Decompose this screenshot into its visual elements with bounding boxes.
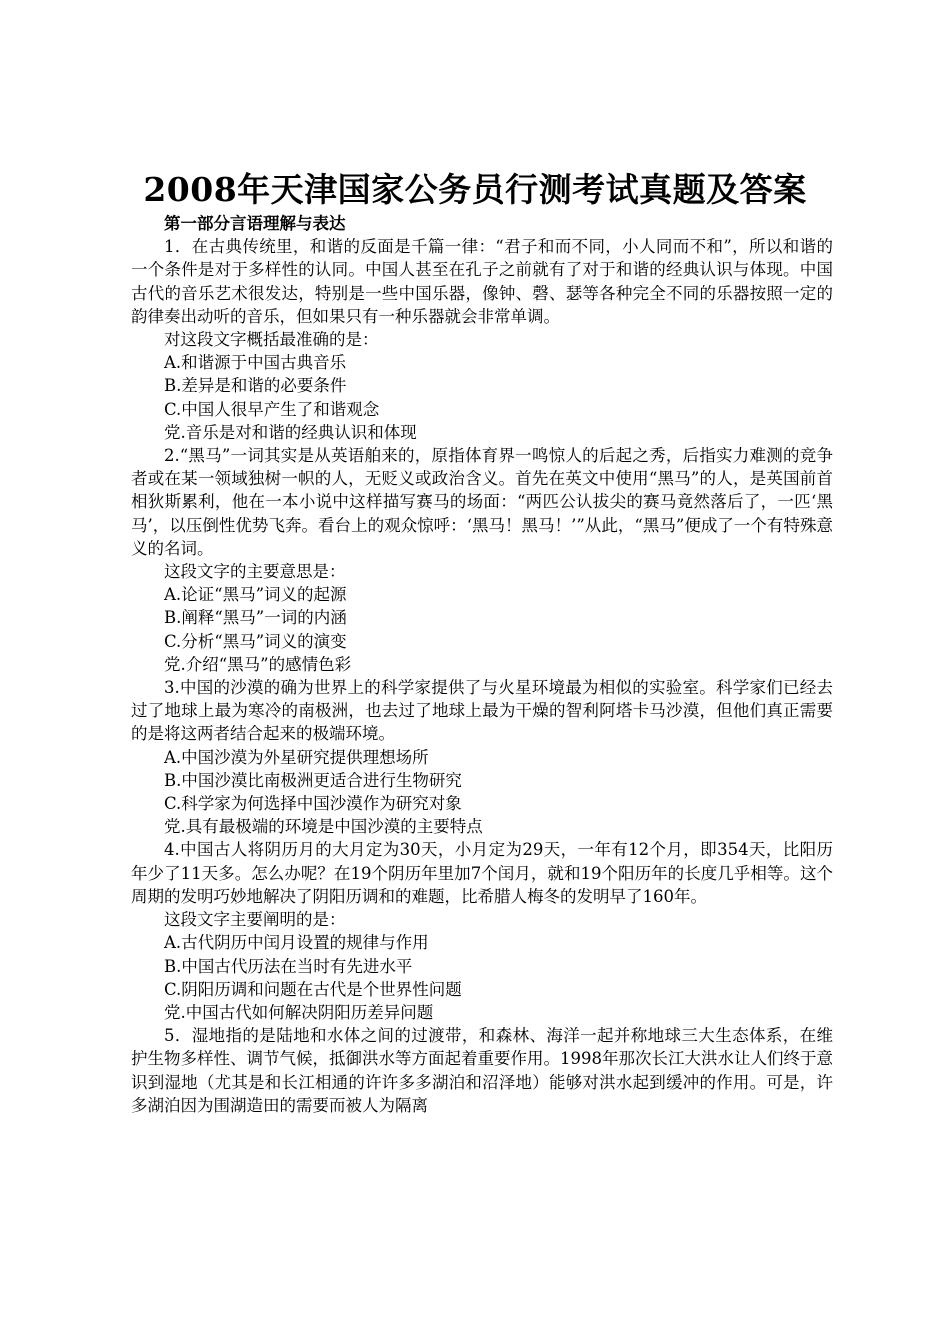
question-3-option-a: A.中国沙漠为外星研究提供理想场所 — [164, 747, 429, 767]
question-3-option-c: C.科学家为何选择中国沙漠作为研究对象 — [164, 794, 462, 814]
question-3-text: 3.中国的沙漠的确为世界上的科学家提供了与火星环境最为相似的实验室。科学家们已经去过了地球上最为寒冷的南极洲，也去过了地球上最为干燥的智利阿塔卡马沙漠，但他们真正需要的是将这两者结合起来的极端环境。 — [131, 678, 833, 744]
question-1-option-b: B.差异是和谐的必要条件 — [164, 376, 347, 396]
question-1-text: 1．在古典传统里，和谐的反面是千篇一律：“君子和而不同，小人同而不和”，所以和谐的一个条件是对于多样性的认同。中国人甚至在孔子之前就有了对于和谐的经典认识与体现。中国古代的音乐艺术很发达，特别是一些中国乐器，像钟、磬、瑟等各种完全不同的乐器按照一定的韵律奏出动听的音乐，但如果只有一种乐器就会非常单调。 — [131, 237, 833, 326]
question-1-option-d: 党.音乐是对和谐的经典认识和体现 — [164, 422, 417, 442]
question-4-prompt: 这段文字主要阐明的是： — [164, 910, 346, 930]
question-4-text: 4.中国古人将阴历月的大月定为30天，小月定为29天，一年有12个月，即354天，比阳历年少了11天多。怎么办呢？在19个阴历年里加7个闰月，就和19个阳历年的长度几乎相等。这个周期的发明巧妙地解决了阴阳历调和的难题，比希腊人梅冬的发明早了160年。 — [131, 840, 833, 906]
question-2-option-d: 党.介绍“黑马”的感情色彩 — [164, 654, 352, 674]
question-5-text: 5．湿地指的是陆地和水体之间的过渡带，和森林、海洋一起并称地球三大生态体系，在维护生物多样性、调节气候，抵御洪水等方面起着重要作用。1998年那次长江大洪水让人们终于意识到湿地（尤其是和长江相通的许许多多湖泊和沼泽地）能够对洪水起到缓冲的作用。可是，许多湖泊因为围湖造田的需要而被人为隔离 — [131, 1026, 833, 1115]
document-body — [131, 212, 833, 1117]
question-4-option-c: C.阴阳历调和问题在古代是个世界性问题 — [164, 979, 462, 999]
question-2-prompt: 这段文字的主要意思是： — [164, 562, 346, 582]
question-1-prompt: 对这段文字概括最准确的是： — [164, 330, 379, 350]
question-4-option-b: B.中国古代历法在当时有先进水平 — [164, 956, 413, 976]
section-heading: 第一部分言语理解与表达 — [164, 214, 346, 233]
question-4-option-a: A.古代阴历中闰月设置的规律与作用 — [164, 933, 429, 953]
question-3-option-d: 党.具有最极端的环境是中国沙漠的主要特点 — [164, 817, 483, 837]
question-2-option-b: B.阐释“黑马”一词的内涵 — [164, 608, 347, 628]
question-3-option-b: B.中国沙漠比南极洲更适合进行生物研究 — [164, 770, 462, 790]
question-4-option-d: 党.中国古代如何解决阴阳历差异问题 — [164, 1002, 434, 1022]
question-1-option-c: C.中国人很早产生了和谐观念 — [164, 399, 380, 419]
question-2-option-c: C.分析“黑马”词义的演变 — [164, 631, 347, 651]
question-1-option-a: A.和谐源于中国古典音乐 — [164, 353, 347, 373]
question-2-text: 2.“黑马”一词其实是从英语舶来的，原指体育界一鸣惊人的后起之秀，后指实力难测的竞争者或在某一领域独树一帜的人，无贬义或政治含义。首先在英文中使用“黑马”的人，是英国前首相狄斯累利，他在一本小说中这样描写赛马的场面：“两匹公认拔尖的赛马竟然落后了，一匹‘黑马’，以压倒性优势飞奔。看台上的观众惊呼：‘黑马！黑马！’”从此，“黑马”便成了一个有特殊意义的名词。 — [131, 446, 833, 558]
question-2-option-a: A.论证“黑马”词义的起源 — [164, 585, 347, 605]
document-title: 2008年天津国家公务员行测考试真题及答案 — [143, 170, 807, 209]
